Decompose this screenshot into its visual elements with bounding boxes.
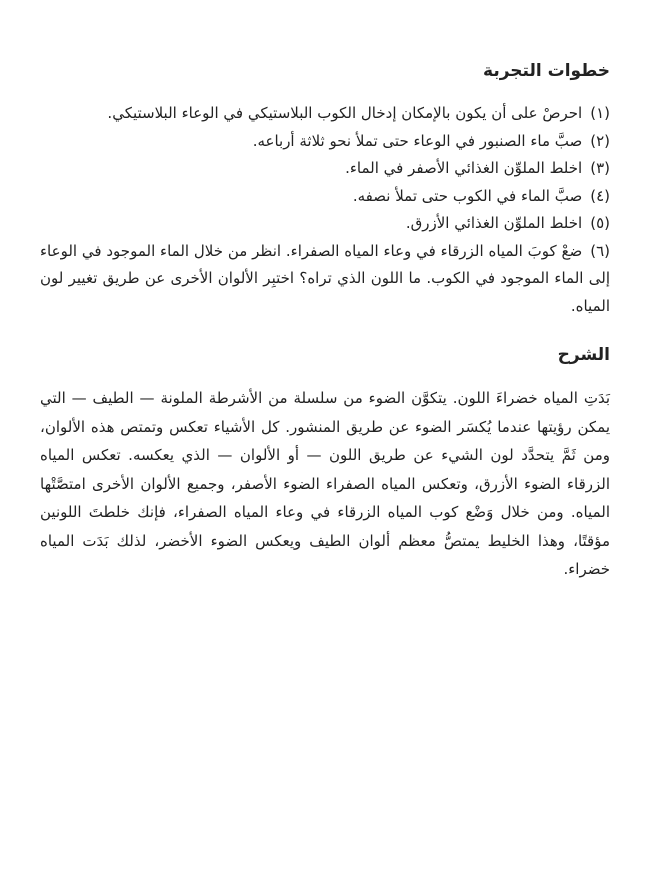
- step-text: احرصْ على أن يكون بالإمكان إدخال الكوب البلاستيكي في الوعاء البلاستيكي.: [107, 104, 583, 122]
- procedure-step-6: [40, 238, 610, 321]
- step-number: (٣): [590, 159, 610, 177]
- procedure-step-2: [40, 128, 610, 156]
- step-number: (٦): [590, 241, 610, 260]
- procedure-step-5: [40, 210, 610, 238]
- step-number: (١): [590, 104, 610, 122]
- step-text: ضعْ كوبَ المياه الزرقاء في وعاء المياه الصفراء. انظر من خلال الماء الموجود في الوعاء إلى الماء الموجود في الكوب. ما اللون الذي تراه؟ اختبِر الألوان الأخرى عن طريق تغيير لون المياه.: [40, 241, 610, 315]
- step-text: صبَّ الماء في الكوب حتى تملأ نصفه.: [352, 186, 583, 205]
- procedure-heading: خطوات التجربة: [483, 61, 610, 81]
- step-number: (٢): [590, 131, 610, 150]
- procedure-step-1: [40, 100, 610, 128]
- procedure-steps-list: [40, 100, 610, 320]
- explanation-heading: الشرح: [557, 345, 610, 365]
- explanation-section: [40, 344, 610, 584]
- procedure-step-3: [40, 155, 610, 183]
- step-text: صبَّ ماء الصنبور في الوعاء حتى تملأ نحو ثلاثة أرباعه.: [252, 131, 583, 150]
- step-number: (٤): [590, 186, 610, 205]
- procedure-section: [40, 60, 610, 320]
- step-number: (٥): [590, 214, 610, 232]
- procedure-step-4: [40, 183, 610, 211]
- explanation-paragraph: بَدَتِ المياه خضراءَ اللون. يتكوَّن الضوء من سلسلة من الأشرطة الملونة — الطيف — التي يمكن رؤيتها عندما يُكسَر الضوء عن طريق المنشور. كل الأشياء تعكس وتمتص هذه الألوان، ومن ثَمَّ يتحدَّد لون الشيء عن طريق اللون — أو الألوان — الذي يعكسه. تعكس المياه الزرقاء الضوء الأزرق، وتعكس المياه الصفراء الضوء الأصفر، وجميع الألوان الأخرى امتصَّتْها المياه. ومن خلال وَضْع كوب المياه الزرقاء في وعاء المياه الصفراء، فإنك خلطتَ اللونين مؤقتًا، وهذا الخليط يمتصُّ معظم ألوان الطيف ويعكس الضوء الأخضر، لذلك بَدَت المياه خضراء.: [40, 389, 610, 578]
- step-text: اخلط الملوِّن الغذائي الأصفر في الماء.: [345, 159, 583, 177]
- step-text: اخلط الملوِّن الغذائي الأزرق.: [405, 214, 583, 232]
